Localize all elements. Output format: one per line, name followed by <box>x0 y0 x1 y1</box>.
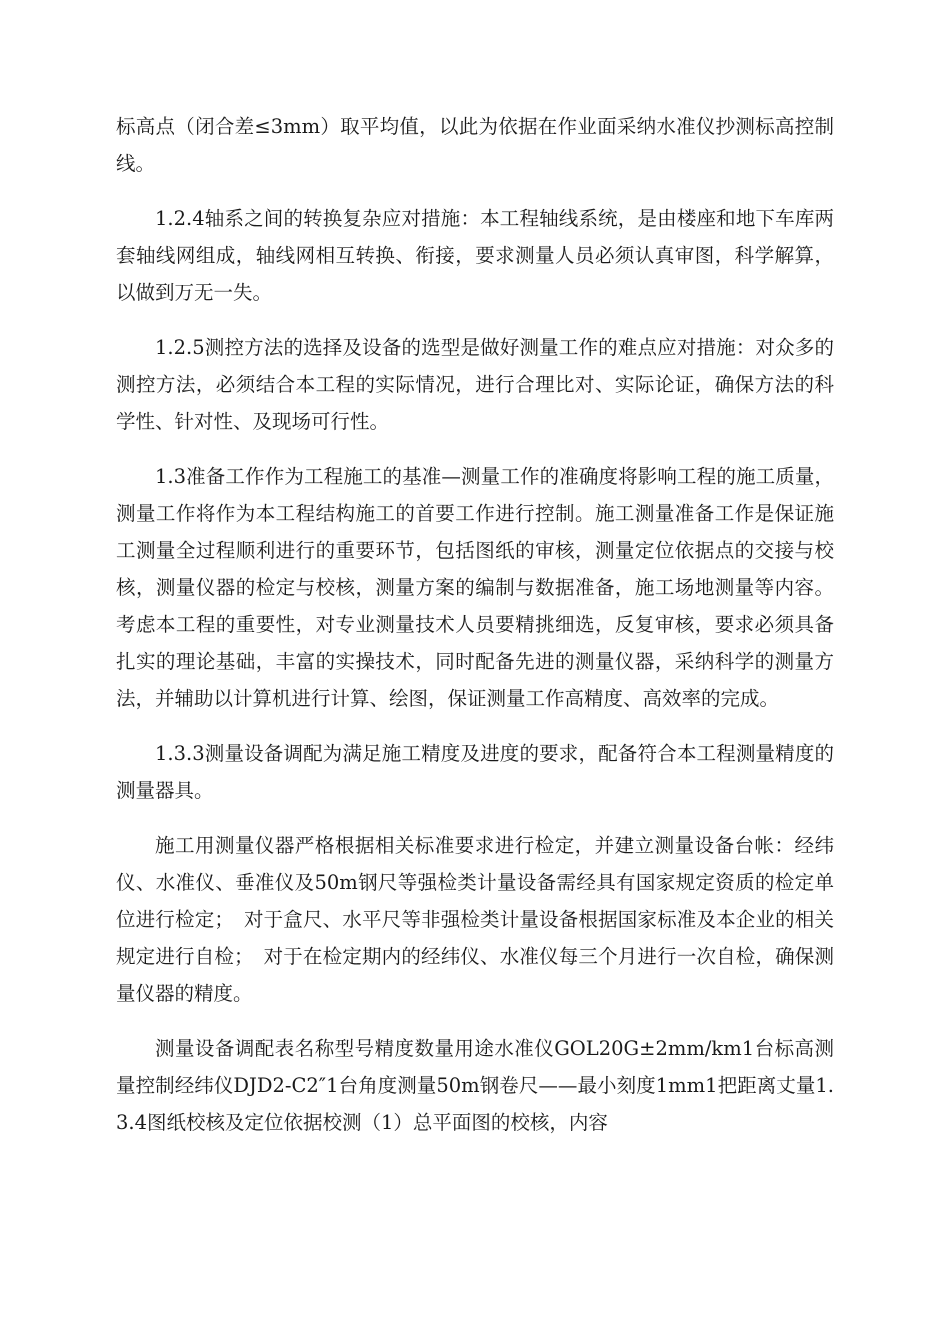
paragraph-instrument-calibration: 施工用测量仪器严格根据相关标准要求进行检定，并建立测量设备台帐：经纬仪、水准仪、垂准仪及50m钢尺等强检类计量设备需经具有国家规定资质的检定单位进行检定； 对于盒尺、水平尺等非强检类计量设备根据国家标准及本企业的相关规定进行自检； 对于在检定期内的经纬仪、水准仪每三个月进行一次自检，确保测量仪器的精度。 <box>116 834 834 1005</box>
paragraph-1-3-3: 1.3.3测量设备调配为满足施工精度及进度的要求，配备符合本工程测量精度的测量器具。 <box>116 742 834 802</box>
paragraph-continuation: 标高点（闭合差≤3mm）取平均值，以此为依据在作业面采纳水准仪抄测标高控制线。 <box>116 115 834 175</box>
paragraph-1-2-5: 1.2.5测控方法的选择及设备的选型是做好测量工作的难点应对措施：对众多的测控方法，必须结合本工程的实际情况，进行合理比对、实际论证，确保方法的科学性、针对性、及现场可行性。 <box>116 336 834 433</box>
document-body <box>116 108 834 1159</box>
paragraph-1-2-4: 1.2.4轴系之间的转换复杂应对措施：本工程轴线系统，是由楼座和地下车库两套轴线网组成，轴线网相互转换、衔接，要求测量人员必须认真审图，科学解算，以做到万无一失。 <box>116 207 834 304</box>
paragraph-1-3: 1.3准备工作作为工程施工的基准—测量工作的准确度将影响工程的施工质量，测量工作将作为本工程结构施工的首要工作进行控制。施工测量准备工作是保证施工测量全过程顺利进行的重要环节，包括图纸的审核，测量定位依据点的交接与校核，测量仪器的检定与校核，测量方案的编制与数据准备，施工场地测量等内容。考虑本工程的重要性，对专业测量技术人员要精挑细选，反复审核，要求必须具备扎实的理论基础，丰富的实操技术，同时配备先进的测量仪器，采纳科学的测量方法，并辅助以计算机进行计算、绘图，保证测量工作高精度、高效率的完成。 <box>116 465 834 710</box>
paragraph-equipment-table: 测量设备调配表名称型号精度数量用途水准仪GOL20G±2mm/km1台标高测量控制经纬仪DJD2-C2″1台角度测量50m钢卷尺——最小刻度1mm1把距离丈量1.3.4图纸校核及定位依据校测（1）总平面图的校核，内容 <box>116 1037 834 1134</box>
